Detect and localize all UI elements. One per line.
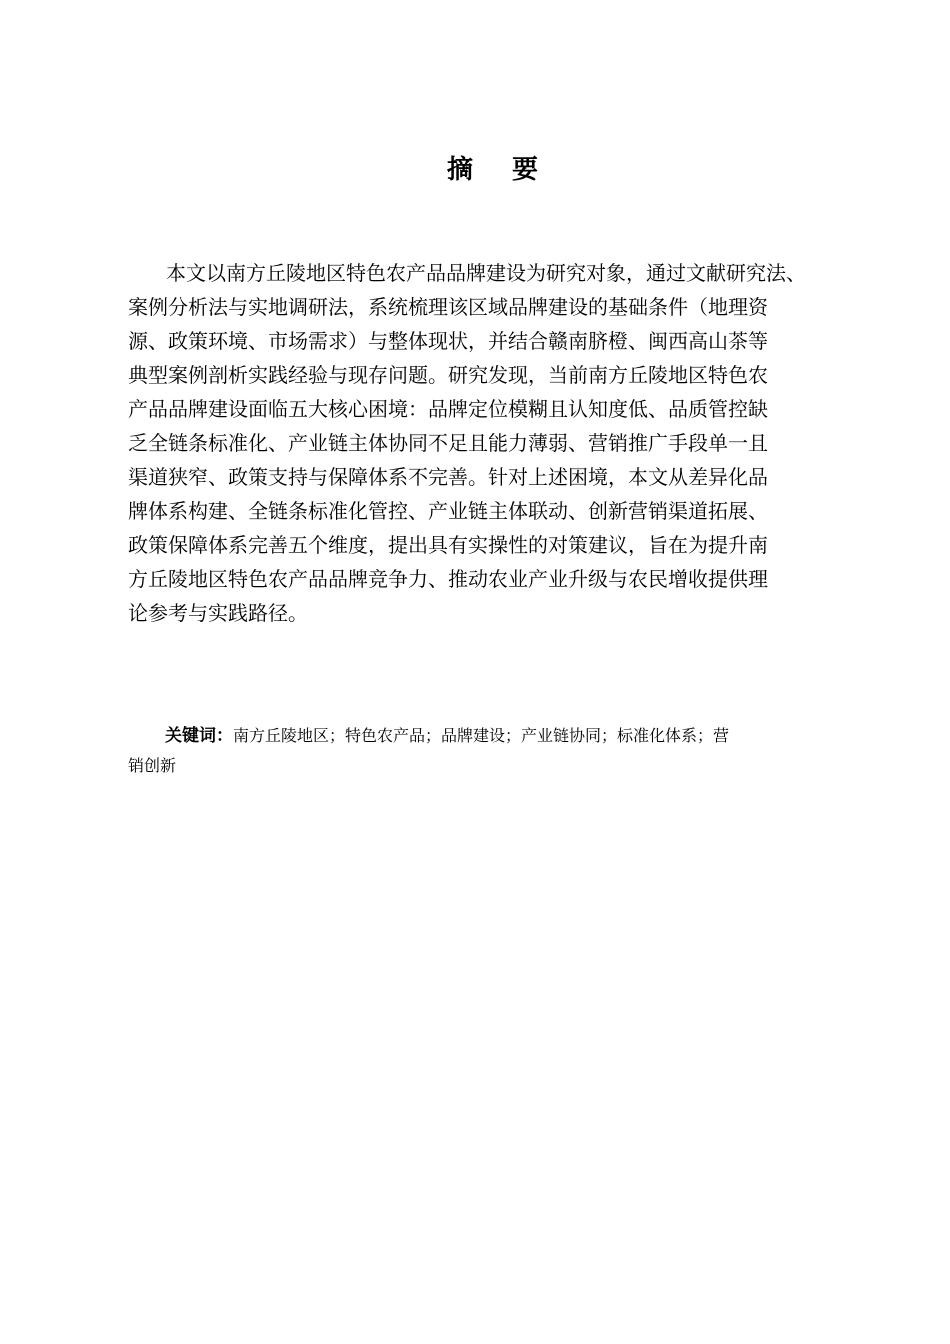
abstract-line: 案例分析法与实地调研法，系统梳理该区域品牌建设的基础条件（地理资	[128, 295, 768, 319]
abstract-title	[0, 150, 950, 190]
abstract-line: 政策保障体系完善五个维度，提出具有实操性的对策建议，旨在为提升南	[128, 533, 768, 557]
keywords-line-continued: 销创新	[128, 756, 177, 775]
keywords-line	[128, 721, 858, 751]
abstract-body	[128, 256, 888, 630]
keywords-list: 南方丘陵地区；特色农产品；品牌建设；产业链协同；标准化体系；营	[233, 726, 730, 745]
abstract-line: 渠道狭窄、政策支持与保障体系不完善。针对上述困境，本文从差异化品	[128, 465, 768, 489]
abstract-line: 源、政策环境、市场需求）与整体现状，并结合赣南脐橙、闽西高山茶等	[128, 329, 768, 353]
abstract-line: 牌体系构建、全链条标准化管控、产业链主体联动、创新营销渠道拓展、	[128, 499, 768, 523]
abstract-line: 乏全链条标准化、产业链主体协同不足且能力薄弱、营销推广手段单一且	[128, 431, 768, 455]
abstract-line: 产品品牌建设面临五大核心困境：品牌定位模糊且认知度低、品质管控缺	[128, 397, 768, 421]
keywords-section	[128, 721, 858, 781]
abstract-title-char-2: 要	[512, 155, 540, 185]
abstract-line: 典型案例剖析实践经验与现存问题。研究发现，当前南方丘陵地区特色农	[128, 363, 768, 387]
keywords-label: 关键词：	[165, 726, 233, 746]
abstract-line: 论参考与实践路径。	[128, 601, 308, 625]
abstract-title-char-1: 摘	[446, 155, 474, 185]
abstract-line: 方丘陵地区特色农产品品牌竞争力、推动农业产业升级与农民增收提供理	[128, 567, 768, 591]
abstract-line: 本文以南方丘陵地区特色农产品品牌建设为研究对象，通过文献研究法、	[166, 261, 806, 285]
